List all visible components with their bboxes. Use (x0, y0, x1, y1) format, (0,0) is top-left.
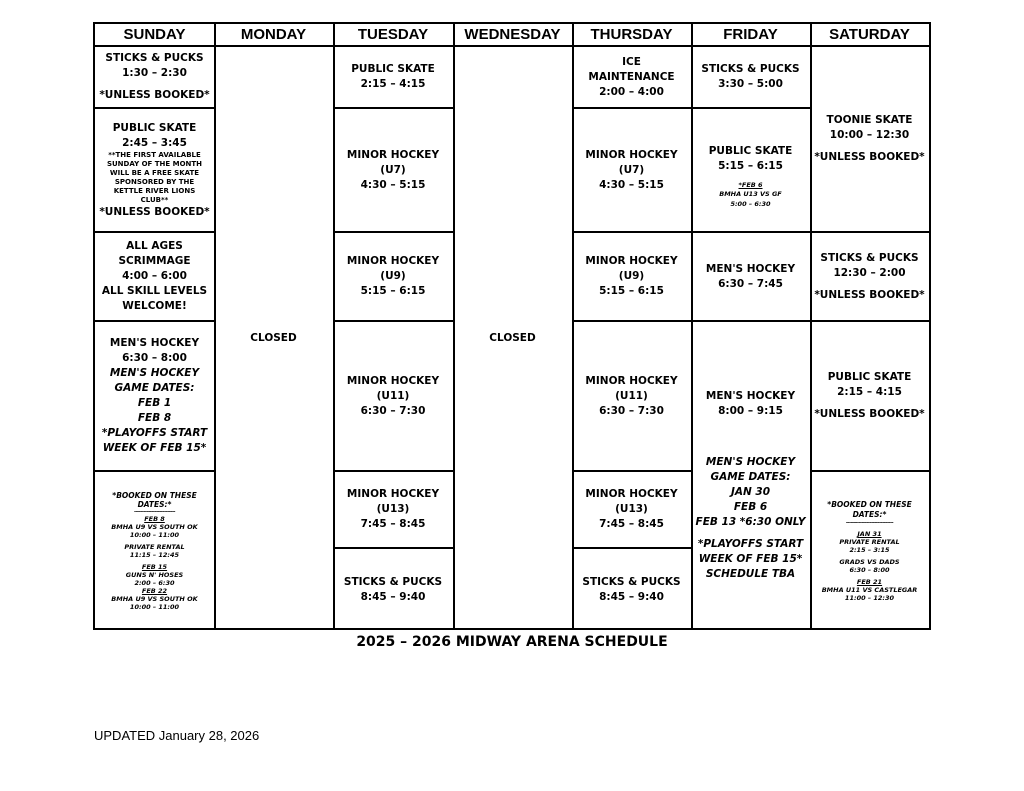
cell-time: 4:00 – 6:00 (122, 270, 187, 282)
booking-event: PRIVATE RENTAL (124, 543, 185, 551)
cell-title: MINOR HOCKEY (585, 148, 678, 161)
tuesday-minor-hockey-u13 (333, 470, 453, 547)
cell-title: STICKS & PUCKS (701, 63, 800, 75)
cell-title: TOONIE SKATE (826, 114, 913, 126)
cell-title: MEN'S HOCKEY (705, 262, 796, 275)
booking-time: 10:00 – 11:00 (129, 531, 180, 539)
cell-time: 4:30 – 5:15 (599, 178, 664, 191)
sunday-bookings (95, 470, 214, 630)
cell-time: 8:45 – 9:40 (599, 590, 664, 603)
cell-title: MEN'S HOCKEY (705, 389, 796, 402)
tuesday-minor-hockey-u7 (333, 107, 453, 231)
cell-note: *PLAYOFFS START (101, 427, 208, 439)
cell-time: 2:15 – 4:15 (360, 78, 426, 90)
cell-title: MINOR HOCKEY (585, 488, 678, 500)
cell-note: **THE FIRST AVAILABLE (108, 150, 201, 159)
cell-note: MEN'S HOCKEY (109, 367, 200, 379)
sunday-public-skate (95, 107, 214, 231)
cell-title: MINOR HOCKEY (585, 374, 678, 387)
cell-note: *UNLESS BOOKED* (99, 205, 210, 218)
cell-time: 2:00 – 4:00 (599, 85, 664, 98)
cell-title: STICKS & PUCKS (582, 575, 681, 588)
booking-date: FEB 8 (144, 515, 165, 523)
cell-note: KETTLE RIVER LIONS (113, 186, 196, 195)
cell-note: WEEK OF FEB 15* (698, 552, 803, 565)
cell-title: STICKS & PUCKS (820, 251, 919, 264)
cell-time: 5:15 – 6:15 (718, 159, 783, 172)
closed-label: CLOSED (250, 332, 297, 344)
booking-date: FEB 22 (141, 587, 168, 595)
header-monday: MONDAY (240, 26, 307, 43)
header-friday: FRIDAY (723, 26, 778, 43)
cell-note: WILL BE A FREE SKATE (109, 168, 200, 177)
cell-note: *PLAYOFFS START (697, 537, 804, 550)
cell-time: 12:30 – 2:00 (833, 266, 906, 279)
cell-time: 8:00 – 9:15 (718, 404, 783, 417)
cell-note: CLUB** (140, 195, 169, 204)
friday-public-skate (691, 107, 810, 231)
cell-title: MEN'S HOCKEY (109, 337, 200, 349)
sunday-sticks-and-pucks (95, 47, 214, 107)
cell-time: 1:30 – 2:30 (122, 67, 187, 79)
monday-closed (214, 47, 333, 630)
friday-mens-hockey-late (691, 320, 810, 630)
cell-title: MINOR HOCKEY (585, 255, 678, 267)
cell-time: 8:45 – 9:40 (360, 590, 426, 603)
cell-note: WELCOME! (122, 300, 187, 312)
cell-time: 5:15 – 6:15 (360, 285, 426, 297)
cell-note: *BOOKED ON THESE (827, 500, 912, 509)
sunday-scrimmage (95, 231, 214, 320)
booking-time: 6:30 – 8:00 (849, 566, 890, 574)
booking-date: JAN 31 (857, 530, 882, 538)
friday-sticks-and-pucks (691, 47, 810, 107)
cell-note: GAME DATES: (114, 382, 195, 394)
booking-event: BMHA U11 VS CASTLEGAR (821, 586, 918, 594)
tuesday-minor-hockey-u11 (333, 320, 453, 470)
cell-note: FEB 13 *6:30 ONLY (695, 515, 806, 528)
booking-time: 5:00 – 6:30 (730, 199, 771, 208)
cell-note: MEN'S HOCKEY (705, 455, 796, 468)
friday-mens-hockey-early (691, 231, 810, 320)
cell-note: *BOOKED ON THESE (112, 491, 197, 500)
cell-title: PUBLIC SKATE (112, 121, 197, 134)
divider-dashes: -------------------------- (134, 509, 175, 515)
schedule-table (93, 22, 931, 630)
cell-title: MINOR HOCKEY (346, 488, 440, 500)
cell-time: 6:30 – 7:30 (360, 404, 426, 417)
thursday-minor-hockey-u7 (572, 107, 691, 231)
booking-event: GRADS VS DADS (839, 558, 900, 566)
saturday-sticks-and-pucks (810, 231, 929, 320)
cell-title: ICE (622, 55, 641, 68)
cell-time: 2:45 – 3:45 (122, 136, 187, 149)
cell-note: DATES:* (137, 500, 172, 509)
cell-title: SCRIMMAGE (118, 255, 191, 267)
cell-division: (U9) (618, 270, 645, 282)
cell-title: MINOR HOCKEY (346, 148, 440, 161)
booking-date: *FEB 6 (738, 180, 763, 189)
cell-time: 7:45 – 8:45 (360, 518, 426, 530)
header-wednesday: WEDNESDAY (464, 26, 561, 43)
booking-date: FEB 15 (141, 563, 168, 571)
booking-event: BMHA U9 VS SOUTH OK (111, 595, 198, 603)
cell-note: ALL SKILL LEVELS (101, 285, 208, 297)
cell-division: (U7) (380, 163, 406, 176)
cell-note: *UNLESS BOOKED* (99, 89, 210, 101)
cell-time: 6:30 – 7:45 (718, 277, 783, 290)
header-saturday: SATURDAY (829, 26, 910, 43)
saturday-bookings (810, 470, 929, 630)
saturday-toonie-skate (810, 47, 929, 231)
cell-note: FEB 1 (137, 397, 172, 409)
cell-note: FEB 6 (733, 500, 768, 513)
thursday-minor-hockey-u13 (572, 470, 691, 547)
cell-note: SUNDAY OF THE MONTH (106, 159, 203, 168)
booking-time: 2:00 – 6:30 (134, 579, 175, 587)
closed-label: CLOSED (489, 332, 536, 344)
header-sunday: SUNDAY (123, 26, 186, 43)
cell-title: STICKS & PUCKS (105, 52, 204, 64)
booking-event: BMHA U13 VS GF (719, 189, 782, 198)
cell-note: DATES:* (852, 510, 887, 519)
cell-note: *UNLESS BOOKED* (814, 288, 925, 301)
cell-note: *UNLESS BOOKED* (814, 408, 925, 420)
cell-note: WEEK OF FEB 15* (102, 442, 207, 454)
cell-title: ALL AGES (126, 240, 183, 252)
cell-time: 5:15 – 6:15 (599, 285, 664, 297)
cell-note: FEB 8 (137, 412, 172, 424)
cell-division: (U11) (615, 389, 648, 402)
thursday-ice-maintenance (572, 47, 691, 107)
cell-time: 7:45 – 8:45 (599, 518, 664, 530)
cell-division: (U7) (618, 163, 645, 176)
cell-title: PUBLIC SKATE (708, 144, 793, 157)
saturday-public-skate (810, 320, 929, 470)
cell-time: 2:15 – 4:15 (837, 386, 902, 398)
cell-title: STICKS & PUCKS (343, 575, 443, 588)
cell-title: PUBLIC SKATE (827, 371, 912, 383)
thursday-sticks-and-pucks (572, 547, 691, 630)
tuesday-sticks-and-pucks (333, 547, 453, 630)
cell-note: GAME DATES: (710, 470, 791, 483)
cell-division: (U13) (615, 503, 648, 515)
booking-time: 2:15 – 3:15 (849, 546, 890, 554)
cell-division: (U11) (376, 389, 410, 402)
updated-date: UPDATED January 28, 2026 (94, 728, 260, 743)
tuesday-public-skate (333, 47, 453, 107)
cell-title: MINOR HOCKEY (346, 374, 440, 387)
cell-division: (U13) (376, 503, 410, 515)
header-tuesday: TUESDAY (357, 26, 429, 43)
booking-event: GUNS N' HOSES (125, 571, 184, 579)
tuesday-minor-hockey-u9 (333, 231, 453, 320)
cell-title: MAINTENANCE (588, 70, 675, 83)
cell-division: (U9) (380, 270, 406, 282)
cell-note: JAN 30 (730, 485, 771, 498)
cell-time: 4:30 – 5:15 (360, 178, 426, 191)
schedule-title: 2025 – 2026 MIDWAY ARENA SCHEDULE (356, 634, 668, 650)
cell-time: 10:00 – 12:30 (829, 129, 910, 141)
booking-time: 11:15 – 12:45 (129, 551, 180, 559)
booking-event: PRIVATE RENTAL (839, 538, 900, 546)
cell-time: 6:30 – 7:30 (599, 404, 664, 417)
booking-date: FEB 21 (856, 578, 883, 586)
thursday-minor-hockey-u11 (572, 320, 691, 470)
booking-time: 10:00 – 11:00 (129, 603, 180, 611)
wednesday-closed (453, 47, 572, 630)
cell-title: PUBLIC SKATE (351, 63, 435, 75)
sunday-mens-hockey (95, 320, 214, 470)
cell-time: 6:30 – 8:00 (122, 352, 187, 364)
booking-event: BMHA U9 VS SOUTH OK (111, 523, 198, 531)
cell-note: SCHEDULE TBA (705, 567, 796, 580)
thursday-minor-hockey-u9 (572, 231, 691, 320)
cell-time: 3:30 – 5:00 (718, 78, 783, 90)
divider-dashes: ------------------------------ (845, 520, 894, 526)
cell-note: SPONSORED BY THE (114, 177, 195, 186)
header-thursday: THURSDAY (590, 26, 673, 43)
cell-note: *UNLESS BOOKED* (814, 151, 925, 163)
cell-title: MINOR HOCKEY (346, 255, 440, 267)
booking-time: 11:00 – 12:30 (844, 594, 895, 602)
